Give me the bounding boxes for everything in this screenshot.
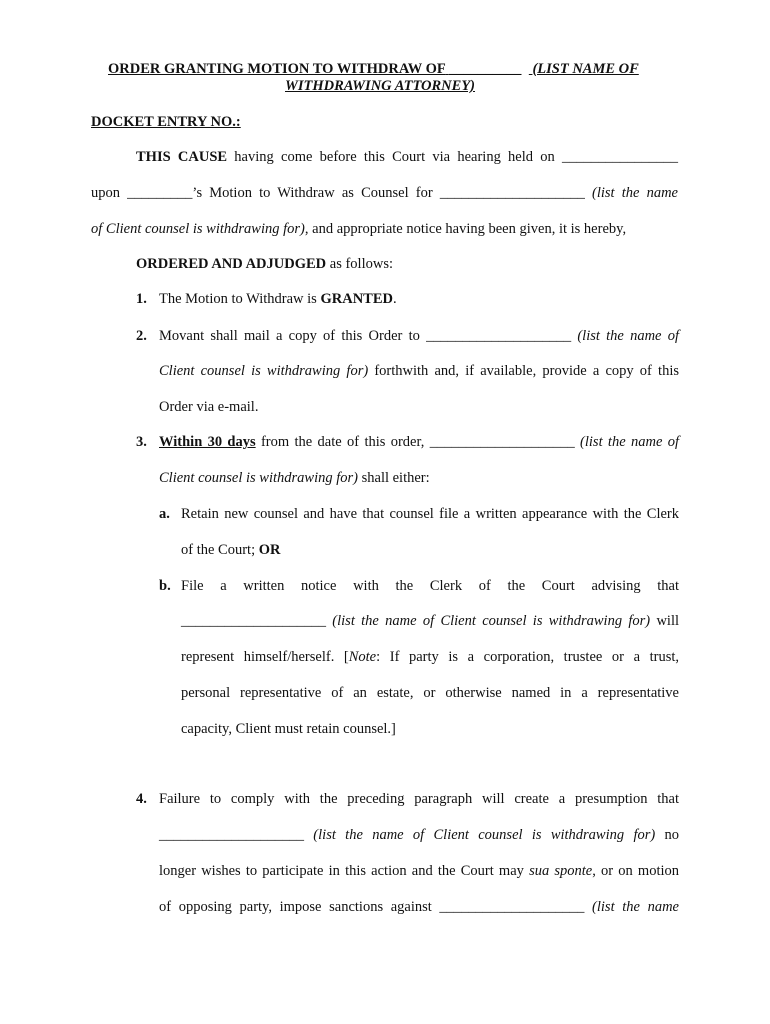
- intro-line-3: of Client counsel is withdrawing for), and appropriate notice having been given, it is hereby,: [91, 221, 627, 237]
- subitem-a-letter: a.: [159, 506, 170, 522]
- subitem-b-line-2: ____________________ (list the name of Client counsel is withdrawing for) will: [181, 613, 679, 629]
- item-1-text: The Motion to Withdraw is GRANTED.: [159, 291, 397, 307]
- title-list-name: (LIST NAME OF: [532, 61, 639, 77]
- this-cause: THIS CAUSE: [136, 149, 228, 165]
- title-text: ORDER GRANTING MOTION TO WITHDRAW OF: [108, 61, 446, 77]
- item-2-line-1: Movant shall mail a copy of this Order to ____________________ (list the name of: [159, 328, 679, 344]
- item-3-line-1: Within 30 days from the date of this order, ____________________ (list the name of: [159, 434, 679, 450]
- item-3-line-2: Client counsel is withdrawing for) shall either:: [159, 470, 430, 486]
- title-withdrawing-attorney: WITHDRAWING ATTORNEY): [285, 78, 476, 94]
- subitem-b-line-1: File a written notice with the Clerk of the Court advising that: [181, 578, 679, 594]
- item-2-line-2: Client counsel is withdrawing for) forthwith and, if available, provide a copy of this: [159, 363, 679, 379]
- item-4-number: 4.: [136, 791, 147, 807]
- item-4-line-1: Failure to comply with the preceding paragraph will create a presumption that: [159, 791, 679, 807]
- item-3-number: 3.: [136, 434, 147, 450]
- subitem-b-line-4: personal representative of an estate, or otherwise named in a representative: [181, 685, 679, 701]
- subitem-b-letter: b.: [159, 578, 171, 594]
- title-blank: __________: [448, 61, 522, 77]
- subitem-b-line-3: represent himself/herself. [Note: If party is a corporation, trustee or a trust,: [181, 649, 679, 665]
- subitem-b-line-5: capacity, Client must retain counsel.]: [181, 721, 396, 737]
- title-line-1: [108, 60, 639, 78]
- intro-line-1: THIS CAUSE having come before this Court via hearing held on ________________: [136, 149, 679, 165]
- subitem-a-line-2: of the Court; OR: [181, 542, 281, 558]
- item-4-line-3: longer wishes to participate in this action and the Court may sua sponte, or on motion: [159, 863, 680, 879]
- subitem-a-line-1: Retain new counsel and have that counsel file a written appearance with the Clerk: [181, 506, 679, 522]
- docket-entry: DOCKET ENTRY NO.:: [91, 114, 241, 130]
- item-1-number: 1.: [136, 291, 147, 307]
- item-2-line-3: Order via e-mail.: [159, 399, 259, 415]
- title-line-2: [285, 77, 475, 95]
- item-4-line-2: ____________________ (list the name of Client counsel is withdrawing for) no: [159, 827, 680, 843]
- intro-line-2: upon _________’s Motion to Withdraw as Counsel for ____________________ (list the name: [91, 185, 678, 201]
- ordered-adjudged: ORDERED AND ADJUDGED as follows:: [136, 256, 393, 272]
- item-2-number: 2.: [136, 328, 147, 344]
- item-4-line-4: of opposing party, impose sanctions against ____________________ (list the name: [159, 899, 679, 915]
